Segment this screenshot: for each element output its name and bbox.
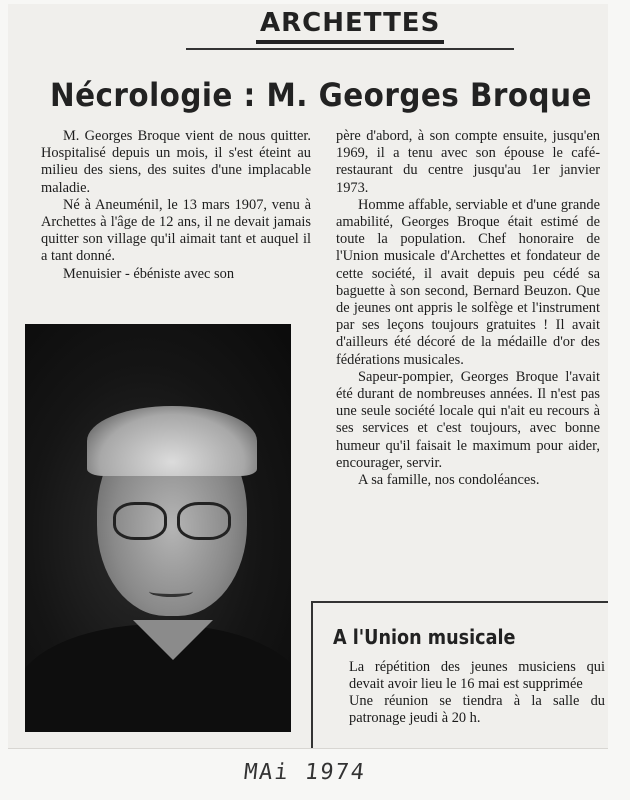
article-paragraph: Menuisier - ébéniste avec son bbox=[63, 265, 235, 282]
photo-mouth bbox=[149, 586, 193, 597]
article-right-column bbox=[336, 128, 600, 489]
notice-text bbox=[349, 659, 605, 727]
notice-box bbox=[311, 601, 608, 749]
article-paragraph: M. Georges Broque vient de nous quitter. Hospitalisé depuis un mois, il s'est éteint au milieu des siens, des suites d'une implacable maladie. bbox=[41, 128, 311, 196]
article-paragraph: A sa famille, nos condoléances. bbox=[358, 472, 540, 489]
photo-glasses-right bbox=[177, 502, 231, 540]
section-title: ARCHETTES bbox=[256, 8, 444, 44]
article-paragraph: Homme affable, serviable et d'une grande amabilité, Georges Broque était estimé de toute la population. Chef honoraire de l'Union musicale d'Archettes et fondateur de cette société, il avait depuis peu cédé sa baguette à son second, Bernard Beuzon. Que de jeunes ont appris le solfège et l'instrument par ses leçons toujours gratuites ! Il avait d'ailleurs été décoré de la médaille d'or des fédérations musicales. bbox=[336, 196, 600, 368]
article-paragraph: père d'abord, à son compte ensuite, jusqu'en 1969, il a tenu avec son épouse le café-restaurant du centre jusqu'au 1er janvier 1973. bbox=[336, 128, 600, 196]
handwritten-date: MAi 1974 bbox=[242, 760, 368, 785]
notice-paragraph: La répétition des jeunes musiciens qui devait avoir lieu le 16 mai est supprimée bbox=[349, 659, 605, 692]
newspaper-clipping bbox=[8, 4, 608, 749]
article-paragraph: Sapeur-pompier, Georges Broque l'avait été durant de nombreuses années. Il n'est pas une seule société locale qui n'ait eu recours à ses services et c'est toujours, avec bonne humeur qu'il faisait le maximum pour aider, encourager, servir. bbox=[336, 368, 600, 471]
article-left-column bbox=[41, 128, 311, 283]
article-paragraph: Né à Aneuménil, le 13 mars 1907, venu à Archettes à l'âge de 12 ans, il ne devait jamais quitter son village qu'il aimait tant et auquel il a tant donné. bbox=[41, 196, 311, 265]
portrait-photo bbox=[25, 324, 291, 732]
photo-glasses-left bbox=[113, 502, 167, 540]
headline: Nécrologie : M. Georges Broque bbox=[50, 76, 592, 114]
notice-title: A l'Union musicale bbox=[333, 625, 516, 649]
photo-hair bbox=[87, 406, 257, 476]
notice-paragraph: Une réunion se tiendra à la salle du patronage jeudi à 20 h. bbox=[349, 693, 605, 726]
